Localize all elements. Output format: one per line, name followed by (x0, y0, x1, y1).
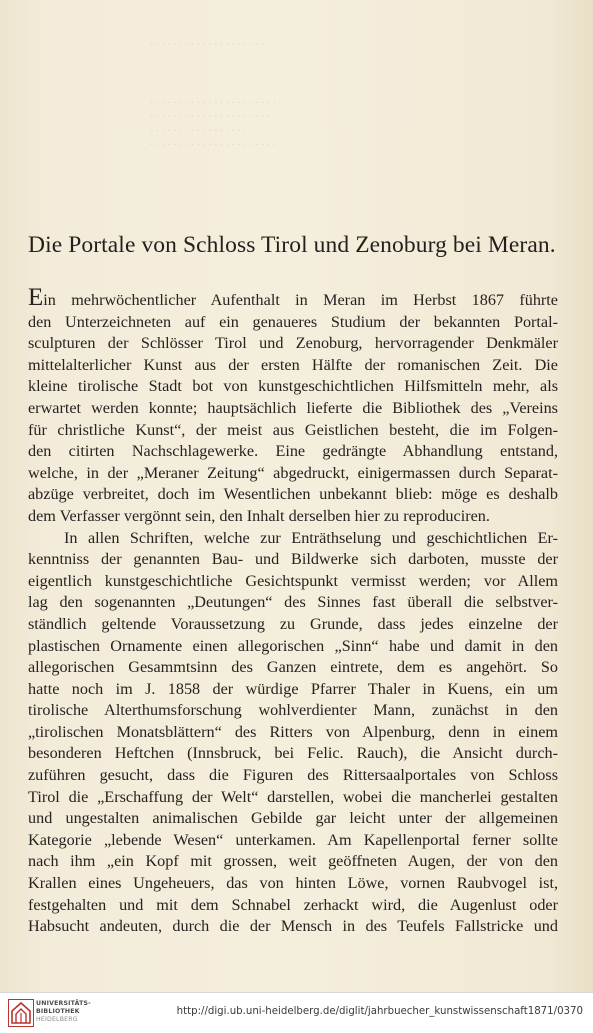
text-line-content: kleine tirolische Stadt bot von kunstgeschichtlichen Hilfsmitteln mehr, als (28, 377, 558, 396)
text-line (28, 284, 558, 312)
text-line (28, 873, 558, 895)
text-line (28, 895, 558, 917)
bleed-through-text: · · · · · · · · · · · · · · · · · · · · · · · (150, 98, 282, 109)
text-line (28, 398, 558, 420)
text-line (28, 808, 558, 830)
text-line-content: in mehrwöchentlicher Aufenthalt in Meran im Herbst 1867 führte (43, 291, 558, 309)
text-line-content: lag den sogenannten „Deutungen“ des Sinnes fast überall die selbstver- (28, 593, 558, 612)
text-line-content: sculpturen der Schlösser Tirol und Zenoburg, hervorragender Denkmäler (28, 334, 558, 353)
text-line-content: Krallen eines Ungeheuers, das von hinten Löwe, vornen Raubvogel ist, (28, 874, 558, 893)
text-line (28, 463, 558, 485)
text-line-content: hatte noch im J. 1858 der würdige Pfarrer Thaler in Kuens, ein um (28, 679, 558, 698)
text-line-content: besonderen Heftchen (Innsbruck, bei Felic. Rauch), die Ansicht durch- (28, 744, 558, 763)
text-line (28, 657, 558, 679)
text-line-content: allegorischen Gesammtsinn des Ganzen eintrete, dem es angehört. So (28, 658, 558, 677)
library-name-line: HEIDELBERG (36, 1016, 78, 1024)
text-line (28, 333, 558, 355)
text-line (28, 549, 558, 571)
text-line-content: und ungestalten animalischen Gebilde gar leicht unter der allgemeinen (28, 809, 558, 828)
text-line-content: kenntniss der genannten Bau- und Bildwerke sich darboten, musste der (28, 550, 558, 569)
text-line-content: Kategorie „lebende Wesen“ unterkamen. Am Kapellenportal ferner sollte (28, 830, 558, 849)
text-line (28, 636, 558, 658)
text-line (28, 679, 558, 701)
text-line-content: eigentlich kunstgeschichtliche Gesichtspunkt vermisst werden; vor Allem (28, 571, 558, 590)
text-line-content: dem Verfasser vergönnt sein, den Inhalt derselben hier zu reproduciren. (28, 506, 490, 525)
bleed-through-text: · · · · · · · · · · · · · · · · · · · · · (150, 112, 270, 123)
text-line (28, 614, 558, 636)
university-seal-icon[interactable] (8, 999, 34, 1027)
library-name (36, 1000, 91, 1025)
text-line (28, 743, 558, 765)
text-line-content: tirolische Alterthumsforschung wohlverdienter Mann, zunächst in den (28, 701, 558, 720)
text-line (28, 376, 558, 398)
text-line-content: ständlich geltende Voraussetzung zu Grunde, dass jedes einzelne der (28, 614, 558, 633)
text-line-content: erwartet werden konnte; hauptsächlich lieferte die Bibliothek des „Vereins (28, 398, 558, 417)
text-line (28, 916, 558, 938)
text-line (28, 355, 558, 377)
text-line (28, 722, 558, 744)
text-line (28, 528, 558, 550)
text-line (28, 441, 558, 463)
text-line (28, 592, 558, 614)
footer-bar (0, 992, 593, 1033)
bleed-through-text: · · · · · · · · · · · · · · · · · · · · · · (150, 140, 276, 151)
text-line-content: festgehalten und mit dem Schnabel zerhackt wird, die Augenlust oder (28, 895, 558, 914)
text-line (28, 506, 558, 528)
text-line (28, 851, 558, 873)
text-line-content: zuführen gesucht, dass die Figuren des Rittersaalportales von Schloss (28, 766, 558, 785)
text-line-content: für christliche Kunst“, der meist aus Geistlichen besteht, die im Folgen- (28, 420, 558, 439)
text-line (28, 484, 558, 506)
bleed-through-text: · · · · · · · · · · · · · · · · · · (150, 126, 253, 137)
text-line (28, 765, 558, 787)
text-line-content: plastischen Ornamente einen allegorischen „Sinn“ habe und damit in den (28, 636, 558, 655)
text-line-content: „tirolischen Monatsblättern“ des Ritters von Alpenburg, denn in einem (28, 722, 558, 741)
text-line-content: nach ihm „ein Kopf mit grossen, weit geöffneten Augen, der von den (28, 852, 558, 871)
text-line (28, 830, 558, 852)
text-line-content: den citirten Nachschlagewerke. Eine gedrängte Abhandlung entstand, (28, 442, 558, 461)
text-line-content: abzüge verbreitet, doch im Wesentlichen unbekannt blieb: möge es deshalb (28, 485, 558, 504)
text-line-content: mittelalterlicher Kunst aus der ersten Hälfte der romanischen Zeit. Die (28, 355, 558, 374)
text-line-content: Tirol die „Erschaffung der Welt“ darstellen, wobei die mancherlei gestalten (28, 787, 558, 806)
text-line-content: In allen Schriften, welche zur Enträthselung und geschichtlichen Er- (64, 528, 558, 547)
text-line (28, 312, 558, 334)
text-line-content: welche, in der „Meraner Zeitung“ abgedruckt, einigermassen durch Separat- (28, 463, 558, 482)
text-line-content: Habsucht andeuten, durch die der Mensch in des Teufels Fallstricke und (28, 917, 558, 936)
article-body (28, 284, 558, 938)
bleed-through-text: · · · · · · · · · · · · · · · · · · · · (150, 40, 265, 51)
library-name-line: BIBLIOTHEK (36, 1008, 80, 1016)
library-name-line: UNIVERSITÄTS- (36, 1000, 91, 1007)
text-line (28, 571, 558, 593)
article-title: Die Portale von Schloss Tirol und Zenoburg bei Meran. (28, 232, 556, 258)
text-line (28, 420, 558, 442)
text-line-content: den Unterzeichneten auf ein genaueres Studium der bekannten Portal- (28, 312, 558, 331)
text-line (28, 787, 558, 809)
text-line (28, 700, 558, 722)
drop-cap: E (28, 284, 44, 311)
permalink-url[interactable]: http://digi.ub.uni-heidelberg.de/diglit/jahrbuecher_kunstwissenschaft1871/0370 (176, 1006, 583, 1017)
